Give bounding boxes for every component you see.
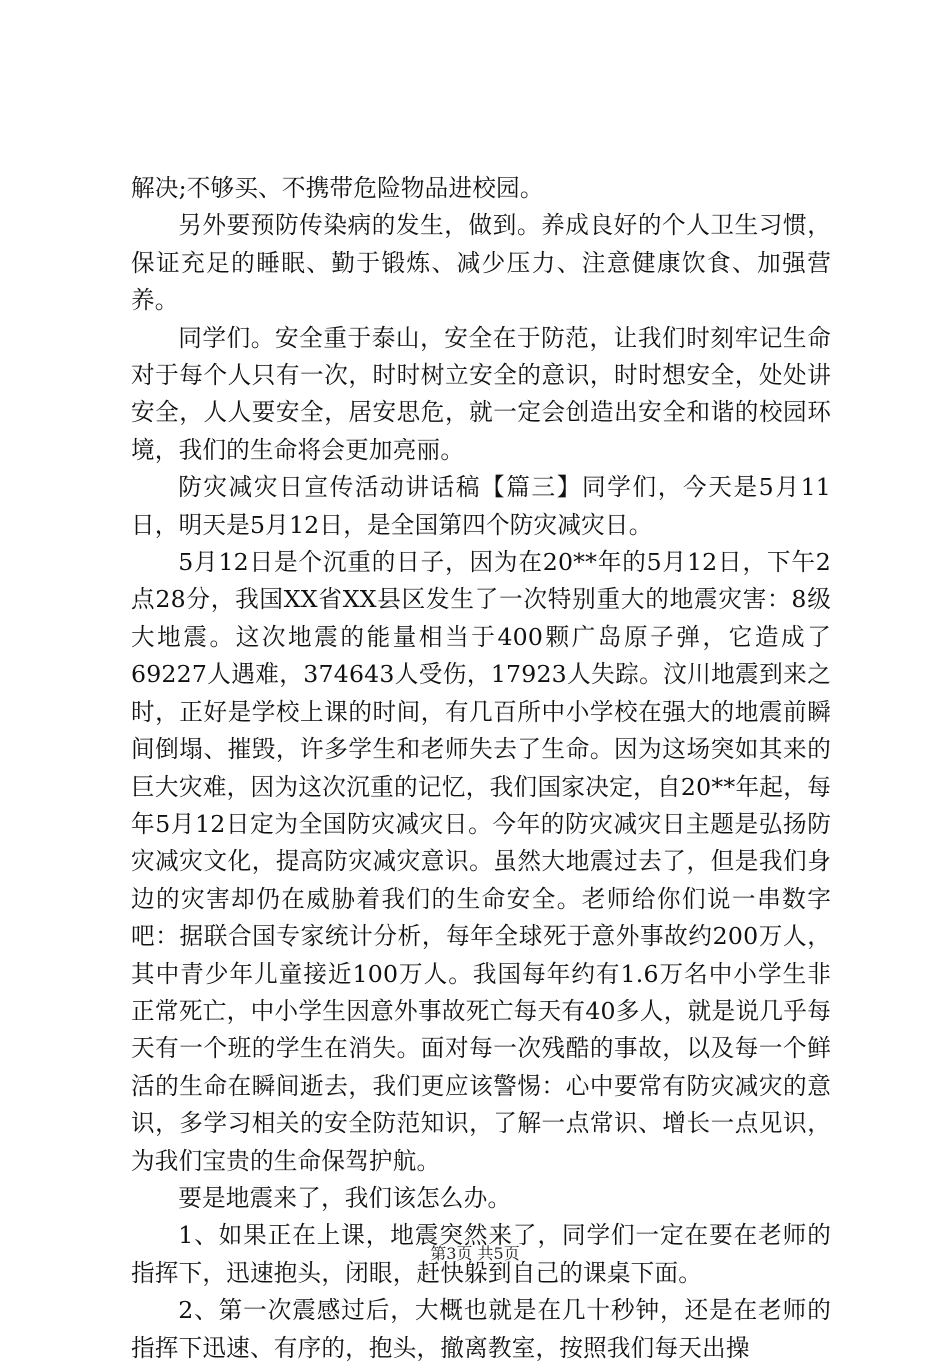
document-body xyxy=(131,170,831,1367)
paragraph-7: 1、如果正在上课，地震突然来了，同学们一定在要在老师的指挥下，迅速抱头，闭眼，赶快躲到自己的课桌下面。 xyxy=(131,1221,831,1287)
paragraph-3: 同学们。安全重于泰山，安全在于防范，让我们时刻牢记生命对于每个人只有一次，时时树立安全的意识，时时想安全，处处讲安全，人人要安全，居安思危，就一定会创造出安全和谐的校园环境，我们的生命将会更加亮丽。 xyxy=(131,323,831,464)
paragraph-8: 2、第一次震感过后，大概也就是在几十秒钟，还是在老师的指挥下迅速、有序的，抱头，撤离教室，按照我们每天出操 xyxy=(131,1296,831,1362)
paragraph-1: 解决;不够买、不携带危险物品进校园。 xyxy=(131,174,544,202)
paragraph-2: 另外要预防传染病的发生，做到。养成良好的个人卫生习惯，保证充足的睡眠、勤于锻炼、减少压力、注意健康饮食、加强营养。 xyxy=(131,211,831,315)
page-number-label: 第3页 共5页 xyxy=(430,1244,520,1263)
paragraph-6: 要是地震来了，我们该怎么办。 xyxy=(178,1183,512,1212)
paragraph-4: 防灾减灾日宣传活动讲话稿【篇三】同学们，今天是5月11日，明天是5月12日，是全国第四个防灾减灾日。 xyxy=(131,473,831,539)
page-footer xyxy=(0,1244,950,1264)
paragraph-5: 5月12日是个沉重的日子，因为在20**年的5月12日，下午2点28分，我国XX省XX县区发生了一次特别重大的地震灾害：8级大地震。这次地震的能量相当于400颗广岛原子弹，它造成了69227人遇难，374643人受伤，17923人失踪。汶川地震到来之时，正好是学校上课的时间，有几百所中小学校在强大的地震前瞬间倒塌、摧毁，许多学生和老师失去了生命。因为这场突如其来的巨大灾难，因为这次沉重的记忆，我们国家决定，自20**年起，每年5月12日定为全国防灾减灾日。今年的防灾减灾日主题是弘扬防灾减灾文化，提高防灾减灾意识。虽然大地震过去了，但是我们身边的灾害却仍在威胁着我们的生命安全。老师给你们说一串数字吧：据联合国专家统计分析，每年全球死于意外事故约200万人，其中青少年儿童接近100万人。我国每年约有1.6万名中小学生非正常死亡，中小学生因意外事故死亡每天有40多人，就是说几乎每天有一个班的学生在消失。面对每一次残酷的事故，以及每一个鲜活的生命在瞬间逝去，我们更应该警惕：心中要常有防灾减灾的意识，多学习相关的安全防范知识，了解一点常识、增长一点见识，为我们宝贵的生命保驾护航。 xyxy=(131,548,831,1175)
